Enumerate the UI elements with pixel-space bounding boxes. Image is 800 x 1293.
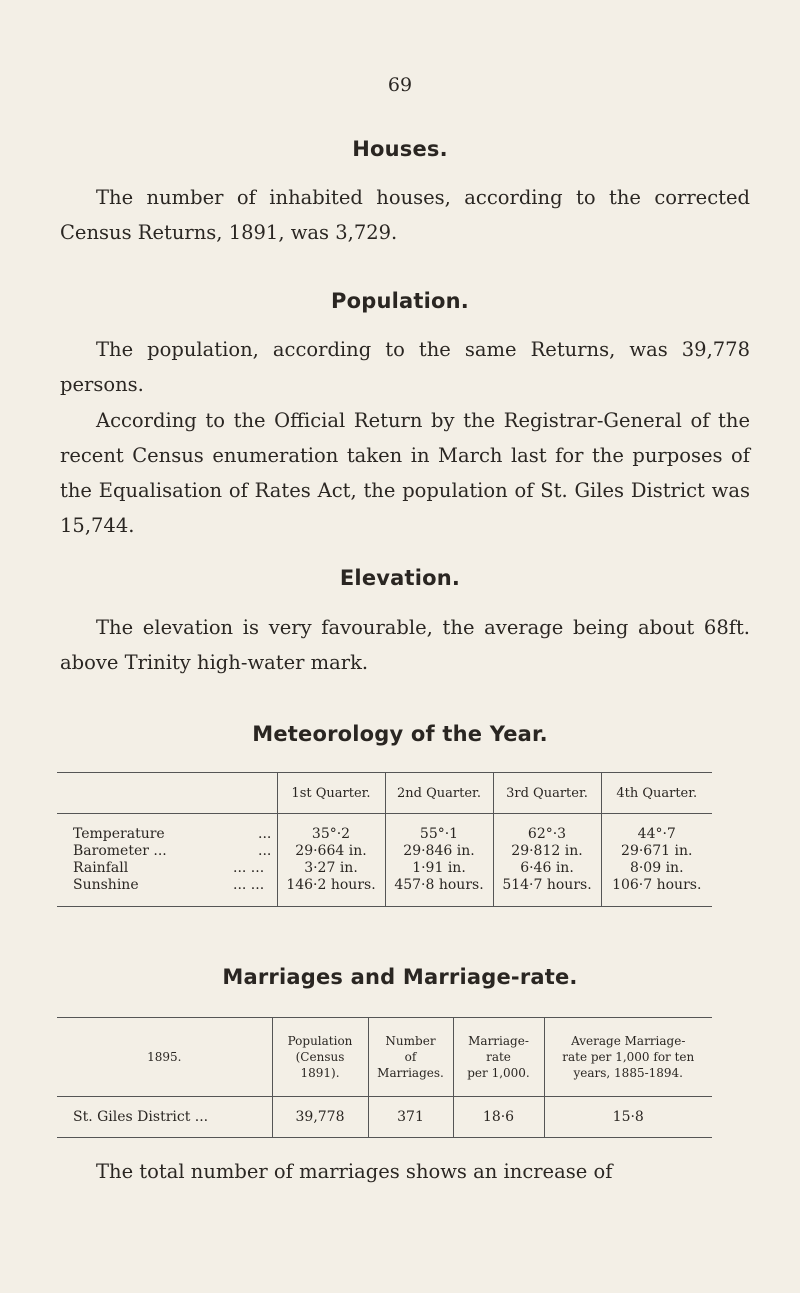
population-text-1: The population, according to the same Returns, was 39,778 persons. [60, 338, 750, 396]
table-cell: 44°·7 [601, 814, 712, 844]
table-cell: 457·8 hours. [385, 877, 493, 907]
meteorology-corner [57, 773, 277, 814]
population-text-2: According to the Official Return by the Registrar-General of the recent Census enumeration taken in March last for the purposes of the Equalisation of Rates Act, the population of St. Giles District was 15,744. [60, 409, 750, 537]
row-label: Sunshine ... ... [57, 877, 277, 907]
table-cell: 146·2 hours. [277, 877, 385, 907]
table-cell: 29·812 in. [493, 843, 601, 860]
meteorology-table [57, 772, 712, 907]
table-cell: 35°·2 [277, 814, 385, 844]
col-header-average: Average Marriage- rate per 1,000 for ten years, 1885-1894. [544, 1018, 712, 1097]
page-number: 69 [387, 74, 413, 96]
col-header-q2: 2nd Quarter. [385, 773, 493, 814]
col-header-population: Population (Census 1891). [272, 1018, 368, 1097]
marriages-heading: Marriages and Marriage-rate. [222, 965, 578, 989]
table-row [57, 877, 712, 907]
table-row [57, 860, 712, 877]
table-cell: 55°·1 [385, 814, 493, 844]
col-header-number: Number of Marriages. [368, 1018, 453, 1097]
meteorology-heading: Meteorology of the Year. [252, 722, 548, 746]
marriages-header-row [57, 1018, 712, 1097]
table-cell: 1·91 in. [385, 860, 493, 877]
closing-text: The total number of marriages shows an increase of [96, 1160, 613, 1183]
table-cell: 62°·3 [493, 814, 601, 844]
table-row [57, 814, 712, 844]
houses-heading: Houses. [352, 137, 448, 161]
row-label: Rainfall ... ... [73, 860, 265, 876]
table-cell: 29·846 in. [385, 843, 493, 860]
table-cell: 39,778 [272, 1097, 368, 1138]
elevation-heading: Elevation. [339, 566, 461, 590]
table-cell: 106·7 hours. [601, 877, 712, 907]
col-header-q3: 3rd Quarter. [493, 773, 601, 814]
col-header-q4: 4th Quarter. [601, 773, 712, 814]
col-header-rate: Marriage- rate per 1,000. [453, 1018, 544, 1097]
table-cell: 6·46 in. [493, 860, 601, 877]
table-cell: 18·6 [453, 1097, 544, 1138]
row-label: Barometer ... ... [73, 843, 272, 859]
row-label: Temperature ... [73, 826, 272, 842]
table-row [57, 843, 712, 860]
table-cell: 514·7 hours. [493, 877, 601, 907]
table-cell: 15·8 [544, 1097, 712, 1138]
elevation-text: The elevation is very favourable, the average being about 68ft. above Trinity high-water mark. [60, 616, 750, 674]
meteorology-header-row [57, 773, 712, 814]
table-cell: 29·671 in. [601, 843, 712, 860]
houses-text: The number of inhabited houses, according to the corrected Census Returns, 1891, was 3,729. [60, 186, 750, 244]
row-label: St. Giles District ... [57, 1097, 272, 1138]
col-header-year: 1895. [57, 1018, 272, 1097]
table-cell: 8·09 in. [601, 860, 712, 877]
table-cell: 371 [368, 1097, 453, 1138]
col-header-q1: 1st Quarter. [277, 773, 385, 814]
table-row [57, 1097, 712, 1138]
table-cell: 3·27 in. [277, 860, 385, 877]
population-heading: Population. [331, 289, 469, 313]
table-cell: 29·664 in. [277, 843, 385, 860]
marriages-table [57, 1017, 712, 1138]
